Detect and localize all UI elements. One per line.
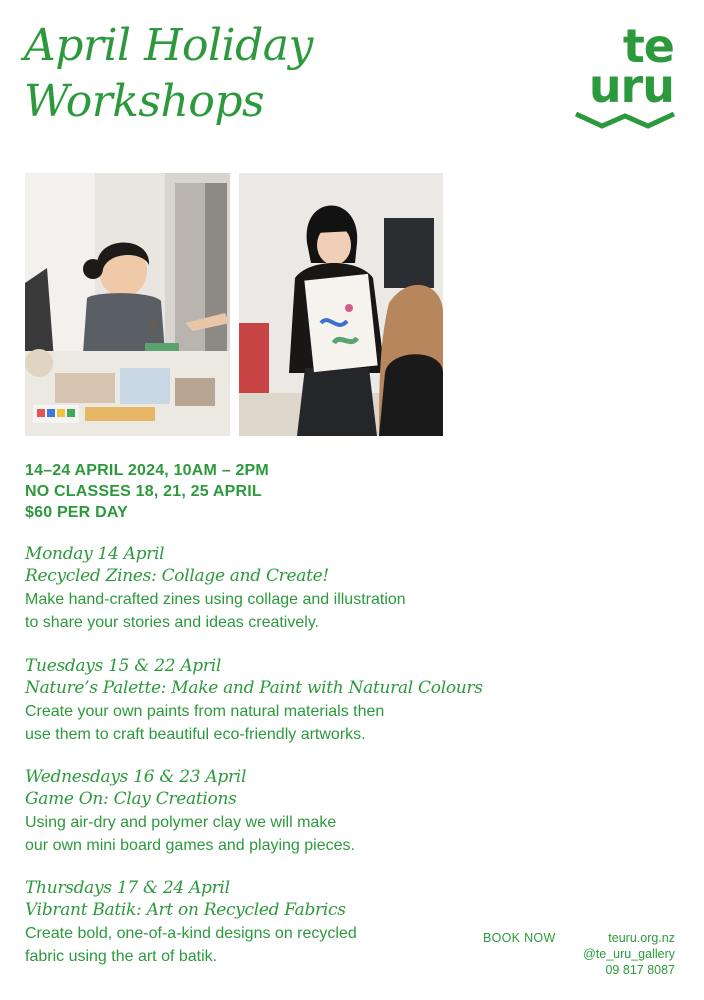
title-line-1: April Holiday (24, 20, 313, 71)
logo-text-te: te (622, 19, 674, 73)
no-classes-notice: NO CLASSES 18, 21, 25 APRIL (25, 483, 262, 500)
phone-number: 09 817 8087 (605, 963, 675, 977)
child-painting-photo (25, 173, 230, 436)
woman-with-painting-photo (239, 173, 443, 436)
workshop-description-line: to share your stories and ideas creatively. (25, 614, 320, 631)
workshop-date: Monday 14 April (25, 544, 165, 564)
workshop-item (25, 766, 495, 857)
workshop-description-line: our own mini board games and playing pieces. (25, 837, 355, 854)
logo-text-uru: uru (588, 59, 674, 113)
event-dates: 14–24 APRIL 2024, 10AM – 2PM (25, 462, 269, 479)
page-title (24, 18, 313, 130)
contact-info (583, 930, 675, 978)
workshop-title: Game On: Clay Creations (25, 789, 237, 809)
workshop-description-line: Create your own paints from natural materials then (25, 703, 385, 720)
workshop-title: Recycled Zines: Collage and Create! (25, 566, 329, 586)
workshop-title: Vibrant Batik: Art on Recycled Fabrics (25, 900, 346, 920)
workshop-description-line: Using air-dry and polymer clay we will make (25, 814, 337, 831)
website-link[interactable]: teuru.org.nz (608, 931, 675, 945)
price: $60 PER DAY (25, 504, 128, 521)
workshop-description (25, 700, 495, 746)
book-now-label: BOOK NOW (483, 931, 556, 945)
workshop-date: Thursdays 17 & 24 April (25, 878, 230, 898)
workshop-description-line: Make hand-crafted zines using collage and illustration (25, 591, 406, 608)
workshop-item (25, 877, 495, 968)
social-handle[interactable]: @te_uru_gallery (583, 947, 675, 961)
workshop-description (25, 811, 495, 857)
te-uru-logo (568, 19, 680, 134)
title-line-2: Workshops (24, 76, 265, 127)
workshop-date: Tuesdays 15 & 22 April (25, 656, 221, 676)
logo-wave-icon (574, 110, 676, 130)
workshop-description (25, 922, 495, 968)
workshop-description-line: use them to craft beautiful eco-friendly artworks. (25, 726, 366, 743)
workshop-date: Wednesdays 16 & 23 April (25, 767, 247, 787)
workshop-item (25, 543, 495, 634)
workshop-description-line: Create bold, one-of-a-kind designs on recycled (25, 925, 357, 942)
workshop-description-line: fabric using the art of batik. (25, 948, 218, 965)
workshop-description (25, 588, 495, 634)
workshop-item (25, 655, 495, 746)
event-info (25, 460, 269, 523)
workshop-title: Nature’s Palette: Make and Paint with Natural Colours (25, 678, 483, 698)
